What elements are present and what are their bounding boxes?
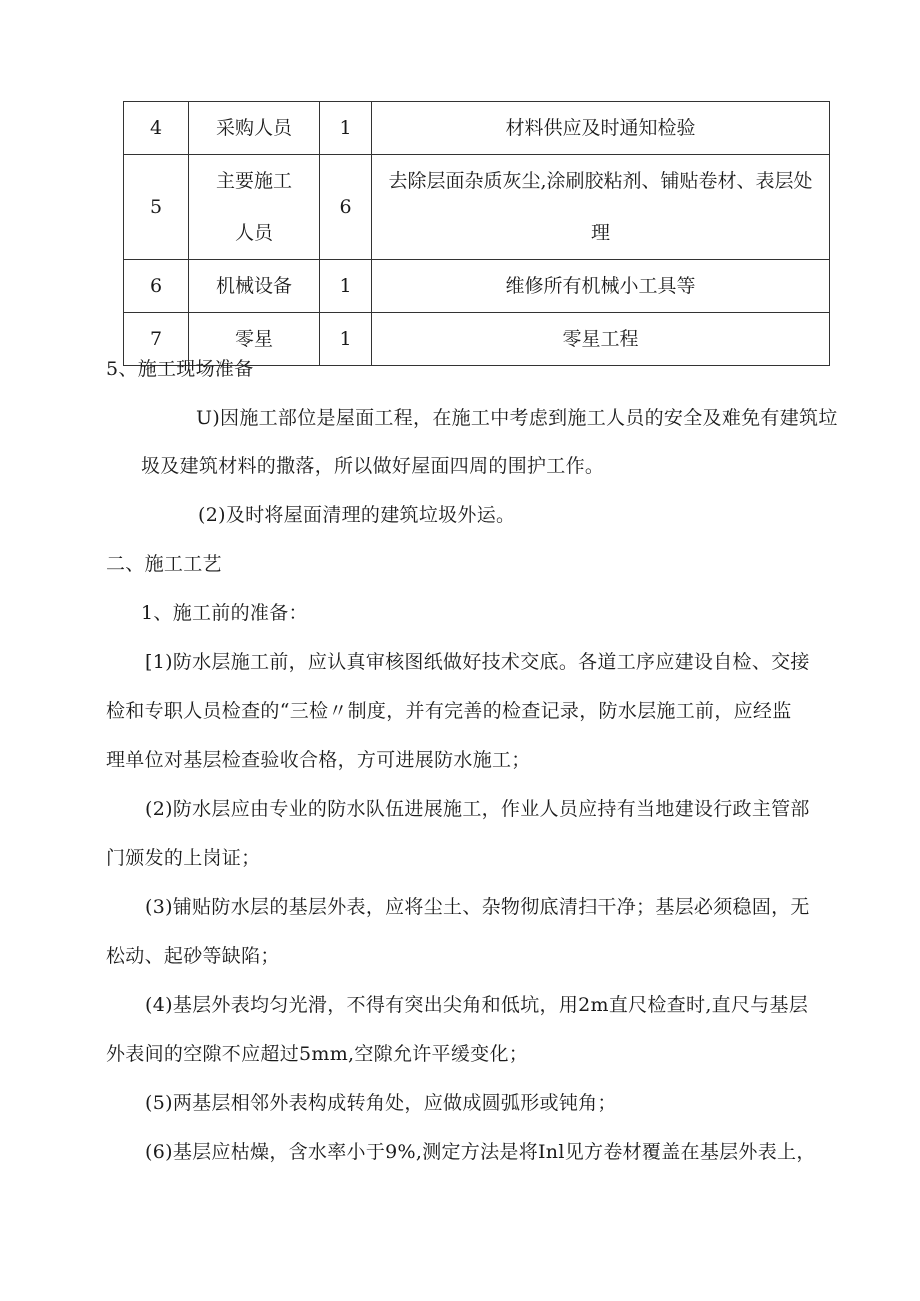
subheading-preparation: 1、施工前的准备： xyxy=(141,602,308,624)
paragraph-line: 检和专职人员检查的“三检〃制度，并有完善的检查记录，防水层施工前，应经监 xyxy=(106,700,792,722)
role-cell: 机械设备 xyxy=(189,260,320,313)
paragraph-line: 理单位对基层检查验收合格，方可进展防水施工； xyxy=(106,749,531,771)
section-heading-site-prep: 5、施工现场准备 xyxy=(106,358,254,380)
table-row xyxy=(124,260,830,313)
role-cell: 主要施工人员 xyxy=(189,155,320,260)
duty-cell: 去除层面杂质灰尘,涂刷胶粘剂、铺贴卷材、表层处理 xyxy=(372,155,830,260)
paragraph-line: (2)及时将屋面清理的建筑垃圾外运。 xyxy=(198,504,516,526)
paragraph-line: 圾及建筑材料的撒落，所以做好屋面四周的围护工作。 xyxy=(141,455,605,477)
row-number: 4 xyxy=(124,102,189,155)
count-cell: 6 xyxy=(320,155,372,260)
paragraph-line: (5)两基层相邻外表构成转角处，应做成圆弧形或钝角； xyxy=(145,1092,617,1114)
duty-cell: 维修所有机械小工具等 xyxy=(372,260,830,313)
paragraph-line: (3)铺贴防水层的基层外表，应将尘土、杂物彻底清扫干净；基层必须稳固，无 xyxy=(145,896,810,918)
duty-cell: 零星工程 xyxy=(372,313,830,366)
row-number: 6 xyxy=(124,260,189,313)
paragraph-line: (4)基层外表均匀光滑，不得有突出尖角和低坑，用2m直尺检查时,直尺与基层 xyxy=(145,994,809,1016)
table-row xyxy=(124,102,830,155)
paragraph-line: [1)防水层施工前，应认真审核图纸做好技术交底。各道工序应建设自检、交接 xyxy=(145,651,810,673)
table-row xyxy=(124,155,830,260)
role-cell: 零星 xyxy=(189,313,320,366)
count-cell: 1 xyxy=(320,313,372,366)
role-cell: 采购人员 xyxy=(189,102,320,155)
paragraph-line: 松动、起砂等缺陷； xyxy=(106,945,280,967)
row-number: 5 xyxy=(124,155,189,260)
count-cell: 1 xyxy=(320,260,372,313)
section-heading-process: 二、施工工艺 xyxy=(106,553,222,575)
row-number: 7 xyxy=(124,313,189,366)
paragraph-line: (2)防水层应由专业的防水队伍进展施工，作业人员应持有当地建设行政主管部 xyxy=(145,798,810,820)
duty-cell: 材料供应及时通知检验 xyxy=(372,102,830,155)
paragraph-line: 门颁发的上岗证； xyxy=(106,847,261,869)
paragraph-line: (6)基层应枯燥，含水率小于9%,测定方法是将Inl见方卷材覆盖在基层外表上， xyxy=(145,1141,816,1163)
paragraph-line: U)因施工部位是屋面工程，在施工中考虑到施工人员的安全及难免有建筑垃 xyxy=(196,407,838,429)
paragraph-line: 外表间的空隙不应超过5mm,空隙允许平缓变化； xyxy=(106,1043,529,1065)
count-cell: 1 xyxy=(320,102,372,155)
staffing-table xyxy=(123,101,830,366)
